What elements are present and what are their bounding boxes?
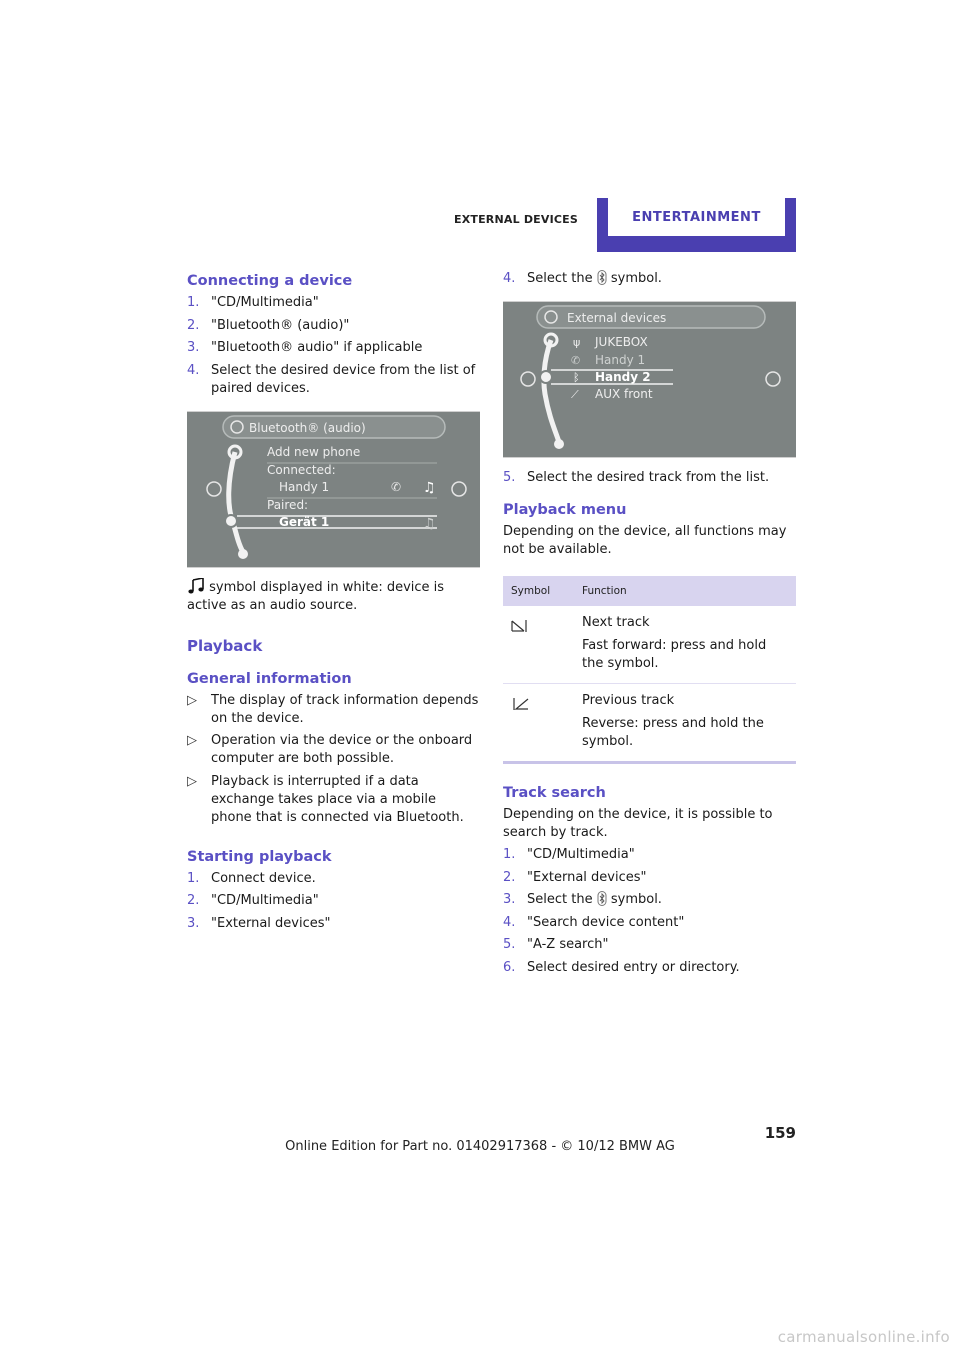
starting-steps [187,870,480,933]
screen-title: Bluetooth® (audio) [249,420,366,435]
list-item: 3. "Bluetooth® audio" if applicable [187,340,423,355]
right-column [503,270,796,981]
list-item: 5. "A-Z search" [503,937,609,952]
bluetooth-screen-graphic [187,412,480,567]
list-item: 2. "CD/Multimedia" [187,893,319,908]
list-item: 5. Select the desired track from the list. [503,470,770,485]
function-cell: Next track Fast forward: press and hold the symbol. [574,606,796,684]
external-devices-screen [503,301,796,458]
select-track-step [503,469,796,487]
list-item: 4. "Search device content" [503,914,685,930]
table-row [503,606,796,684]
aux-cable-icon: ⟋ [571,388,579,401]
general-info-bullets [187,692,480,827]
page-number: 159 [764,1124,796,1142]
bluetooth-icon: ᛒ [573,371,580,384]
heading-track-search: Track search [503,785,606,801]
screen-item: Handy 2 [595,370,651,384]
screen-item: Gerät 1 [279,514,330,529]
previous-track-icon [511,696,529,712]
list-item: ▷ Playback is interrupted if a data exchange takes place via a mobile phone that is connected via Bluetooth. [187,773,464,825]
list-item: 3. Select the symbol. [503,892,662,907]
screen-item: JUKEBOX [595,335,648,349]
watermark: carmanualsonline.info [777,1328,950,1346]
footer-edition-note: Online Edition for Part no. 01402917368 - © 10/12 BMW AG [285,1139,675,1154]
track-search-steps [503,846,796,977]
symbol-cell [503,606,574,684]
list-item: 4. Select the symbol. [503,271,662,286]
music-note-icon [187,578,205,594]
phone-icon: ✆ [571,354,581,367]
music-note-icon: ♫ [423,515,436,532]
table-header-row [503,576,796,606]
track-search-intro: Depending on the device, it is possible to search by track. [503,807,773,840]
list-item: 2. "External devices" [503,869,647,885]
bluetooth-audio-screen [187,411,480,568]
left-column [187,270,480,937]
music-note-icon: ♫ [423,479,436,496]
heading-starting-playback: Starting playback [187,848,332,865]
list-item: 2. "Bluetooth® (audio)" [187,317,350,333]
usb-icon: ψ [573,336,581,349]
screen-title: External devices [567,311,667,325]
table-row [503,684,796,763]
screen-item: Paired: [267,497,309,512]
screen-item: Handy 1 [595,353,646,367]
list-item: 6. Select desired entry or directory. [503,959,740,975]
heading-playback: Playback [187,636,263,655]
chapter-tab [597,198,796,252]
section-label: EXTERNAL DEVICES [453,213,578,226]
symbol-cell [503,684,574,763]
screen-item: AUX front [595,387,653,401]
chapter-label: ENTERTAINMENT [608,198,785,236]
select-symbol-step [503,270,796,288]
playback-menu-intro: Depending on the device, all functions may not be available. [503,524,787,557]
symbol-function-table [503,576,796,764]
list-item: 1. "CD/Multimedia" [187,295,319,310]
list-item: 4. Select the desired device from the list of paired devices. [187,362,476,396]
heading-connecting: Connecting a device [187,273,353,289]
list-item: 1. Connect device. [187,870,316,886]
list-item: 3. "External devices" [187,915,331,931]
heading-general-information: General information [187,670,352,687]
screen-item: Add new phone [267,444,361,459]
table-header-function: Function [574,576,796,606]
external-devices-screen-graphic [503,302,796,457]
list-item: ▷ Operation via the device or the onboard computer are both possible. [187,733,473,766]
device-icon: ✆ [391,479,402,494]
heading-playback-menu: Playback menu [503,502,627,518]
external-device-symbol-icon [597,891,607,906]
audio-source-note: symbol displayed in white: device is active as an audio source. [187,579,445,613]
next-track-icon [511,618,529,634]
table-header-symbol: Symbol [503,576,574,606]
list-item: ▷ The display of track information depends on the device. [187,692,479,726]
list-item: 1. "CD/Multimedia" [503,847,635,862]
screen-item: Connected: [267,462,336,477]
external-device-symbol-icon [597,270,607,285]
function-cell: Previous track Reverse: press and hold the symbol. [574,684,796,763]
connecting-steps [187,294,480,398]
screen-item: Handy 1 [279,479,330,494]
